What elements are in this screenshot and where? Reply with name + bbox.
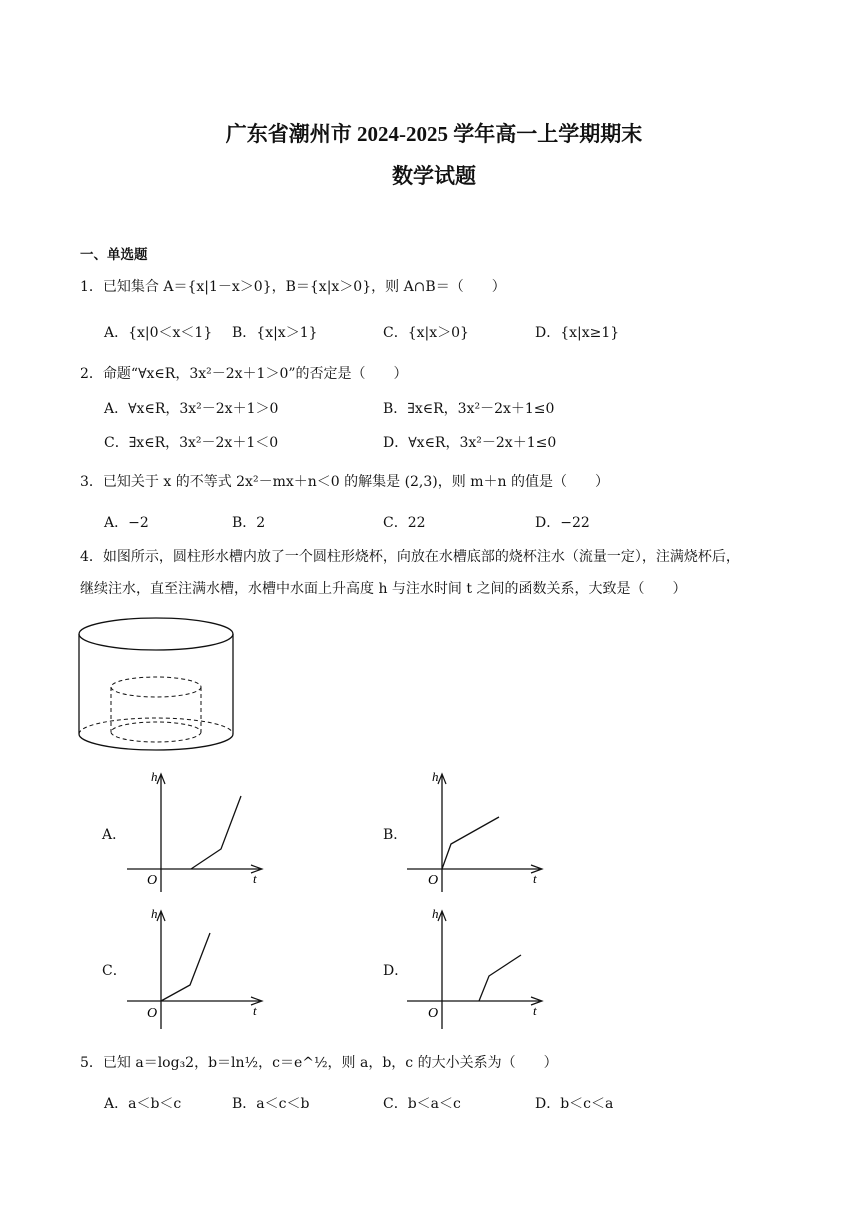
q5-option-d[interactable]: D．b＜c＜a (535, 1096, 614, 1112)
q1-option-d[interactable]: D．{x|x≥1} (535, 325, 620, 341)
graph-b-h-label: h (432, 769, 439, 784)
graph-d-origin-label: O (428, 1006, 439, 1021)
q1-option-a[interactable]: A．{x|0＜x＜1} (104, 325, 213, 341)
q2-option-b[interactable]: B．∃x∈R，3x²－2x＋1≤0 (383, 401, 555, 417)
graph-c-t-label: t (253, 1003, 257, 1018)
page-title-line1: 广东省潮州市 2024-2025 学年高一上学期期末 (225, 122, 643, 146)
q4-option-c-label[interactable]: C． (102, 963, 127, 979)
q4-option-a-label[interactable]: A． (102, 827, 127, 843)
question-2-stem: 2．命题“∀x∈R，3x²－2x＋1＞0”的否定是（ ） (80, 366, 408, 382)
question-4-stem-line1: 4．如图所示，圆柱形水槽内放了一个圆柱形烧杯，向放在水槽底部的烧杯注水（流量一定），注满烧杯后， (80, 549, 740, 565)
q3-option-c[interactable]: C．22 (383, 515, 426, 531)
question-5-stem: 5．已知 a＝log₃2，b＝ln½，c＝e^½，则 a，b，c 的大小关系为（ ） (80, 1055, 558, 1071)
q1-option-c[interactable]: C．{x|x＞0} (383, 325, 469, 341)
question-4-stem-line2: 继续注水，直至注满水槽，水槽中水面上升高度 h 与注水时间 t 之间的函数关系，大致是（ ） (80, 581, 687, 597)
graph-a-origin-label: O (147, 873, 158, 888)
q3-option-b[interactable]: B．2 (232, 515, 266, 531)
q2-option-a[interactable]: A．∀x∈R，3x²－2x＋1＞0 (104, 401, 279, 417)
q2-option-c[interactable]: C．∃x∈R，3x²－2x＋1＜0 (104, 435, 279, 451)
q2-option-d[interactable]: D．∀x∈R，3x²－2x＋1≤0 (383, 435, 557, 451)
q4-graph-d[interactable] (405, 905, 555, 1030)
q4-graph-b[interactable] (405, 768, 555, 893)
graph-b-t-label: t (533, 871, 537, 886)
q4-graph-c[interactable] (125, 905, 275, 1030)
section-heading: 一、单选题 (80, 247, 148, 263)
q4-option-d-label[interactable]: D． (383, 963, 409, 979)
q3-option-a[interactable]: A．−2 (104, 515, 149, 531)
graph-c-origin-label: O (147, 1006, 158, 1021)
question-3-stem: 3．已知关于 x 的不等式 2x²－mx＋n＜0 的解集是 (2,3)，则 m＋n 的值是（ ） (80, 474, 609, 490)
q3-option-d[interactable]: D．−22 (535, 515, 590, 531)
q4-option-b-label[interactable]: B． (383, 827, 408, 843)
graph-a-h-label: h (151, 769, 158, 784)
graph-a-t-label: t (253, 871, 257, 886)
q1-option-b[interactable]: B．{x|x＞1} (232, 325, 318, 341)
graph-d-h-label: h (432, 906, 439, 921)
graph-d-t-label: t (533, 1003, 537, 1018)
graph-c-h-label: h (151, 906, 158, 921)
q5-option-a[interactable]: A．a＜b＜c (104, 1096, 182, 1112)
q4-graph-a[interactable] (125, 768, 275, 893)
q5-option-c[interactable]: C．b＜a＜c (383, 1096, 461, 1112)
page-title-line2: 数学试题 (392, 164, 476, 188)
q5-option-b[interactable]: B．a＜c＜b (232, 1096, 310, 1112)
question-1-stem: 1．已知集合 A＝{x|1－x＞0}，B＝{x|x＞0}，则 A∩B＝（ ） (80, 279, 506, 295)
cylinder-tank-figure (76, 612, 241, 762)
graph-b-origin-label: O (428, 873, 439, 888)
